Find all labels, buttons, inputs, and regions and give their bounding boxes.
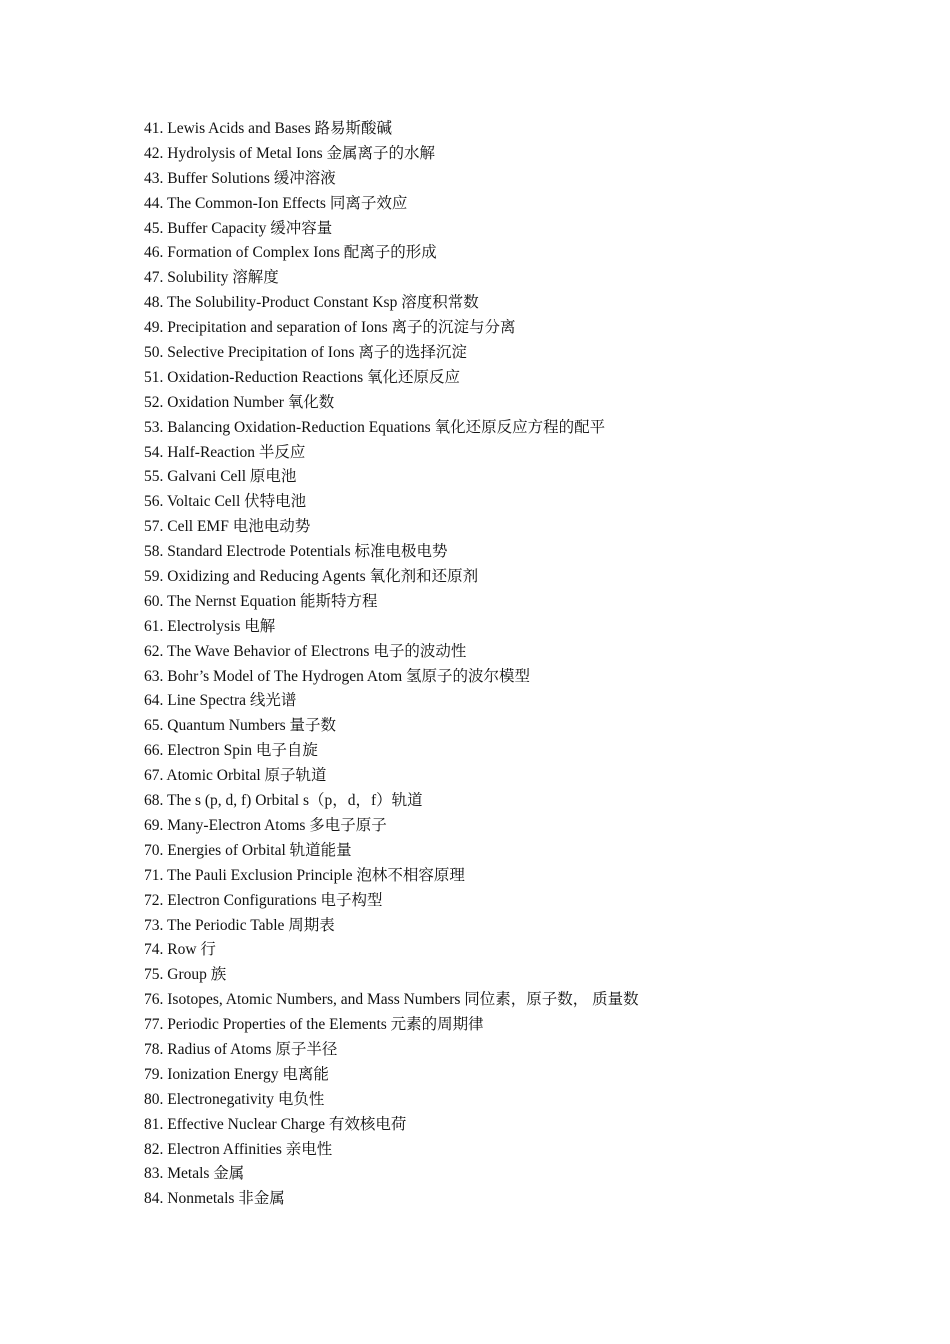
glossary-item: 73. The Periodic Table 周期表 — [144, 916, 335, 934]
glossary-item: 44. The Common-Ion Effects 同离子效应 — [144, 194, 408, 212]
glossary-item: 54. Half-Reaction 半反应 — [144, 443, 306, 461]
glossary-item: 70. Energies of Orbital 轨道能量 — [144, 841, 352, 859]
glossary-item: 68. The s (p, d, f) Orbital s（p，d，f）轨道 — [144, 792, 423, 810]
glossary-item: 82. Electron Affinities 亲电性 — [144, 1140, 333, 1158]
glossary-item: 50. Selective Precipitation of Ions 离子的选择沉淀 — [144, 344, 467, 362]
glossary-item: 43. Buffer Solutions 缓冲溶液 — [144, 169, 336, 187]
glossary-item: 84. Nonmetals 非金属 — [144, 1190, 285, 1208]
glossary-item: 71. The Pauli Exclusion Principle 泡林不相容原理 — [144, 866, 465, 884]
glossary-item: 48. The Solubility-Product Constant Ksp 溶度积常数 — [144, 294, 479, 312]
glossary-item: 60. The Nernst Equation 能斯特方程 — [144, 592, 378, 610]
glossary-item: 80. Electronegativity 电负性 — [144, 1090, 325, 1108]
glossary-item: 56. Voltaic Cell 伏特电池 — [144, 493, 307, 511]
glossary-item: 78. Radius of Atoms 原子半径 — [144, 1040, 338, 1058]
glossary-item: 66. Electron Spin 电子自旋 — [144, 742, 318, 760]
glossary-item: 47. Solubility 溶解度 — [144, 269, 279, 287]
glossary-item: 41. Lewis Acids and Bases 路易斯酸碱 — [144, 120, 392, 137]
glossary-item: 42. Hydrolysis of Metal Ions 金属离子的水解 — [144, 144, 436, 162]
glossary-item: 55. Galvani Cell 原电池 — [144, 468, 297, 486]
glossary-item: 58. Standard Electrode Potentials 标准电极电势 — [144, 543, 448, 561]
glossary-item: 81. Effective Nuclear Charge 有效核电荷 — [144, 1115, 407, 1133]
glossary-item: 67. Atomic Orbital 原子轨道 — [144, 767, 327, 785]
glossary-list — [144, 117, 639, 1212]
glossary-item: 77. Periodic Properties of the Elements 元素的周期律 — [144, 1016, 484, 1034]
glossary-item: 69. Many-Electron Atoms 多电子原子 — [144, 816, 387, 834]
glossary-item: 53. Balancing Oxidation-Reduction Equations 氧化还原反应方程的配平 — [144, 418, 606, 436]
glossary-item: 51. Oxidation-Reduction Reactions 氧化还原反应 — [144, 368, 460, 386]
glossary-item: 72. Electron Configurations 电子构型 — [144, 891, 383, 909]
glossary-item: 45. Buffer Capacity 缓冲容量 — [144, 219, 333, 237]
glossary-item: 49. Precipitation and separation of Ions 离子的沉淀与分离 — [144, 319, 516, 337]
glossary-item: 64. Line Spectra 线光谱 — [144, 692, 297, 710]
glossary-item: 75. Group 族 — [144, 966, 227, 984]
glossary-item: 65. Quantum Numbers 量子数 — [144, 717, 337, 735]
glossary-item: 59. Oxidizing and Reducing Agents 氧化剂和还原剂 — [144, 568, 479, 586]
glossary-item: 74. Row 行 — [144, 941, 216, 959]
glossary-item: 63. Bohr’s Model of The Hydrogen Atom 氢原子的波尔模型 — [144, 667, 531, 685]
glossary-item: 52. Oxidation Number 氧化数 — [144, 393, 335, 411]
glossary-item: 46. Formation of Complex Ions 配离子的形成 — [144, 244, 437, 262]
glossary-item: 61. Electrolysis 电解 — [144, 617, 276, 635]
glossary-item: 83. Metals 金属 — [144, 1165, 245, 1183]
glossary-item: 57. Cell EMF 电池电动势 — [144, 518, 311, 536]
glossary-item: 62. The Wave Behavior of Electrons 电子的波动性 — [144, 642, 467, 660]
glossary-item: 79. Ionization Energy 电离能 — [144, 1065, 329, 1083]
glossary-item: 76. Isotopes, Atomic Numbers, and Mass Numbers 同位素，原子数， 质量数 — [144, 991, 639, 1009]
